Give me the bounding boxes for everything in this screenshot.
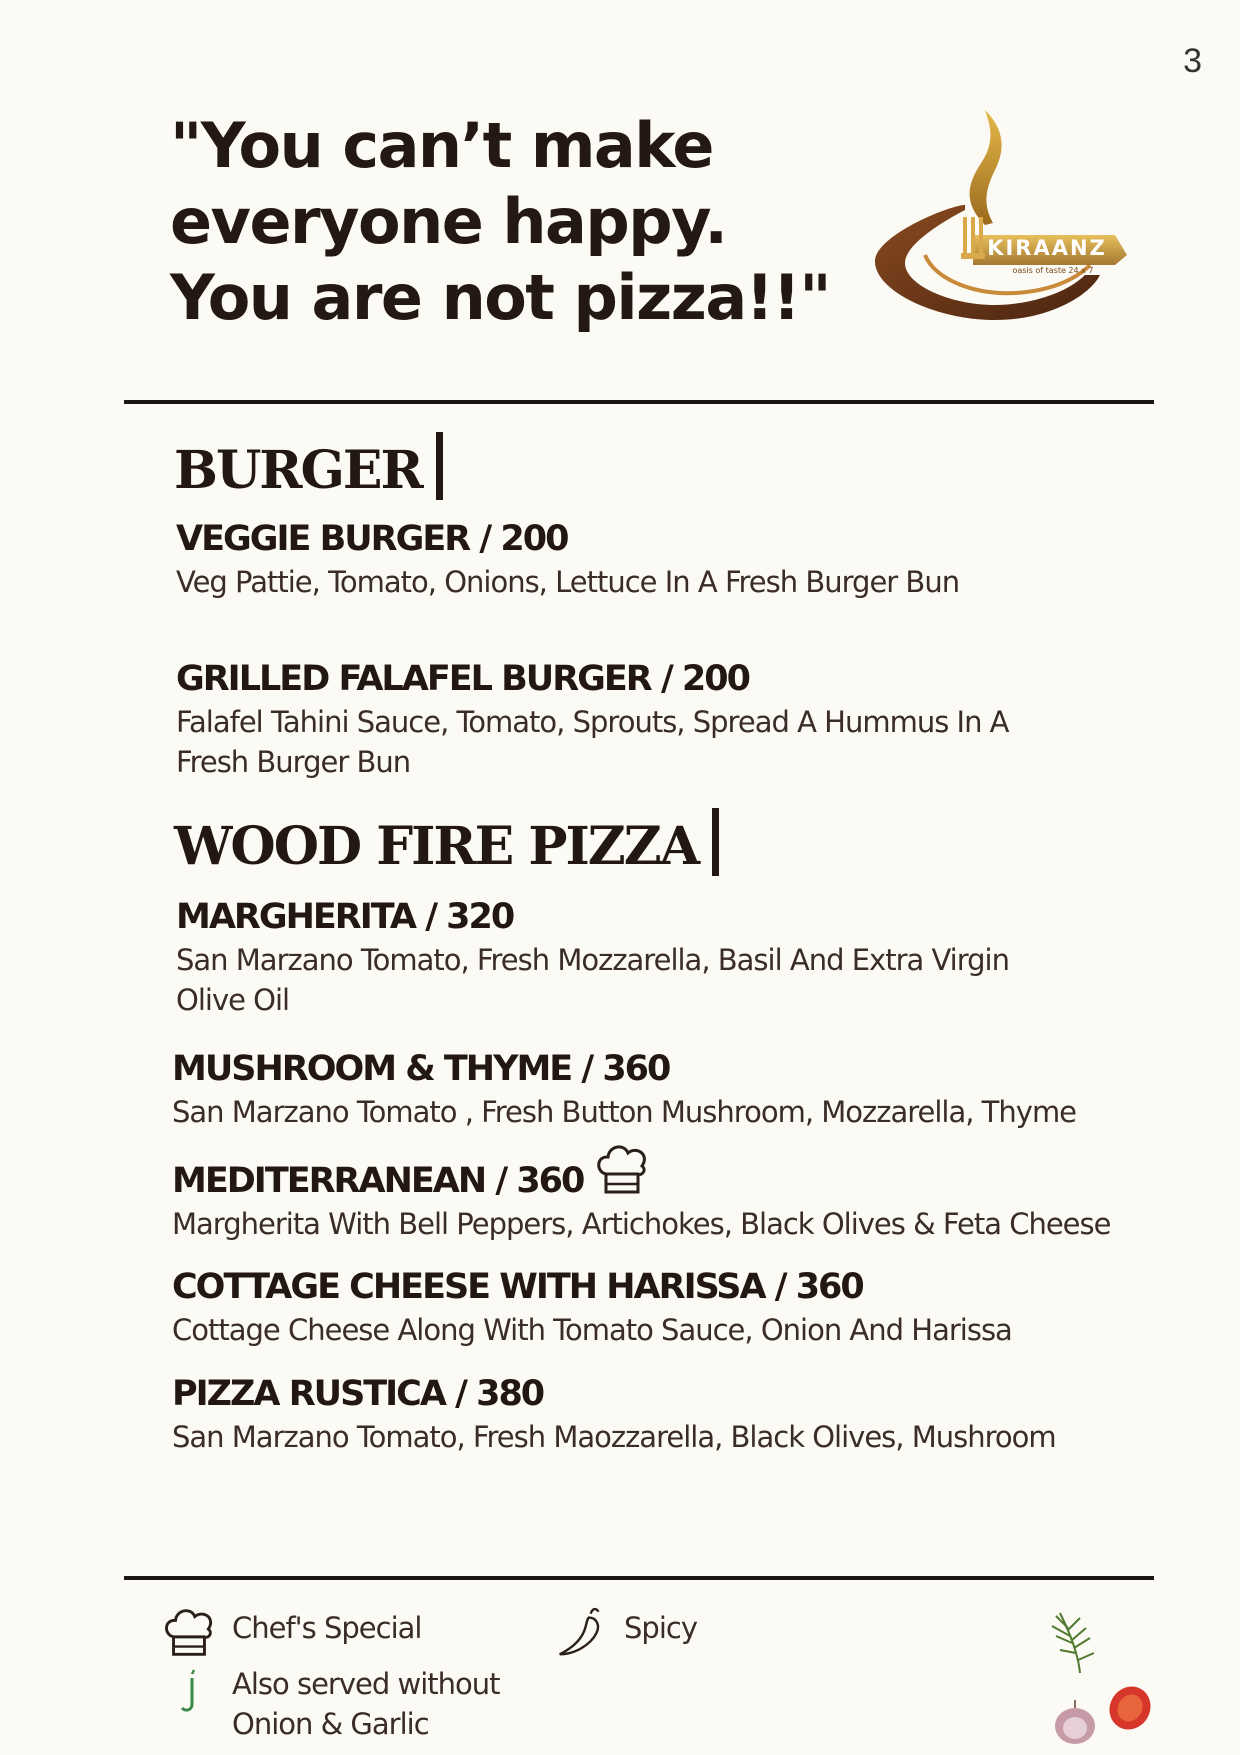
- item-name: MEDITERRANEAN / 360: [172, 1161, 584, 1201]
- chef-hat-icon: [160, 1604, 218, 1662]
- legend-label: Also served without Onion & Garlic: [232, 1667, 500, 1741]
- menu-item: [176, 894, 1076, 1020]
- top-divider: [124, 400, 1154, 404]
- quote-line: everyone happy.: [170, 185, 727, 258]
- item-description: Cottage Cheese Along With Tomato Sauce, Onion And Harissa: [172, 1313, 1012, 1347]
- item-description: Veg Pattie, Tomato, Onions, Lettuce In A Fresh Burger Bun: [176, 565, 960, 599]
- chef-hat-icon: [592, 1140, 652, 1200]
- item-description: San Marzano Tomato , Fresh Button Mushroom, Mozzarella, Thyme: [172, 1095, 1077, 1129]
- page-number: 3: [1183, 42, 1202, 80]
- item-name: PIZZA RUSTICA / 380: [172, 1374, 544, 1414]
- item-name: MUSHROOM & THYME / 360: [172, 1049, 670, 1089]
- menu-item: [172, 1046, 1192, 1132]
- menu-item: [172, 1371, 1192, 1457]
- chili-icon: [552, 1604, 610, 1662]
- item-description: Margherita With Bell Peppers, Artichokes, Black Olives & Feta Cheese: [172, 1207, 1111, 1241]
- item-name: COTTAGE CHEESE WITH HARISSA / 360: [172, 1267, 863, 1307]
- menu-item: [172, 1264, 1192, 1350]
- quote-line: You are not pizza!!": [170, 261, 831, 334]
- jain-symbol-icon: [176, 1664, 206, 1722]
- item-name: GRILLED FALAFEL BURGER / 200: [176, 659, 749, 699]
- item-description: Falafel Tahini Sauce, Tomato, Sprouts, Spread A Hummus In A Fresh Burger Bun: [176, 705, 1009, 779]
- quote-line: "You can’t make: [170, 109, 713, 182]
- svg-text:oasis of taste 24 x 7: oasis of taste 24 x 7: [1012, 266, 1094, 275]
- item-name: VEGGIE BURGER / 200: [176, 519, 568, 559]
- item-description: San Marzano Tomato, Fresh Maozzarella, Black Olives, Mushroom: [172, 1420, 1056, 1454]
- legend-spicy: [552, 1604, 697, 1662]
- section-title-pizza: WOOD FIRE PIZZA: [174, 808, 719, 877]
- svg-text:KIRAANZ: KIRAANZ: [987, 236, 1107, 260]
- legend-label: Spicy: [624, 1611, 697, 1645]
- menu-item: [172, 1158, 1212, 1244]
- section-title-burger: BURGER: [174, 432, 443, 501]
- quote: [170, 108, 831, 336]
- item-description: San Marzano Tomato, Fresh Mozzarella, Basil And Extra Virgin Olive Oil: [176, 943, 1009, 1017]
- bottom-divider: [124, 1576, 1154, 1580]
- kiraanz-logo: [865, 105, 1135, 345]
- item-name: MARGHERITA / 320: [176, 897, 514, 937]
- legend-chef-special: [160, 1604, 421, 1662]
- menu-item: [176, 656, 1076, 782]
- menu-item: [176, 516, 1076, 602]
- legend-no-onion-garlic: [176, 1664, 532, 1744]
- legend-label: Chef's Special: [232, 1611, 422, 1645]
- vegetables-illustration: [1030, 1598, 1170, 1748]
